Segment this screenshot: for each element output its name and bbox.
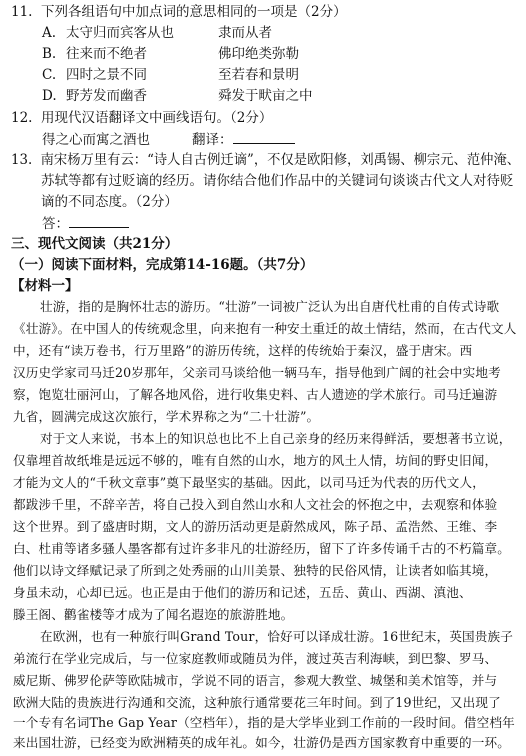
q12-stem-text: 用现代汉语翻译文中画线语句。（2分） — [41, 110, 273, 126]
q12-answer-blank[interactable] — [233, 130, 295, 144]
q13-answer-label: 答： — [42, 216, 69, 232]
q11-stem-text: 下列各组语句中加点词的意思相同的一项是（2分） — [41, 4, 347, 20]
option-label: B. — [42, 46, 57, 62]
q11-option-a — [42, 24, 272, 42]
option-left: 四时之景不同 — [66, 67, 147, 83]
passage-line: 在欧洲，也有一种旅行叫Grand Tour，恰好可以译成壮游。16世纪末，英国贵族子 — [40, 629, 514, 644]
option-label: C. — [42, 67, 57, 83]
passage-line: 才能为文人的“千秋文章事”奠下最坚实的基础。因此，以司马迁为代表的历代文人， — [13, 475, 485, 490]
passage-line: 都跋涉千里，不辞辛苦，将自己投入到自然山水和人文社会的怀抱之中，去观察和体验 — [13, 497, 498, 512]
passage-line: 身虽未动，心却已远。也正是由于他们的游历和记述，五岳、黄山、西湖、滇池、 — [13, 585, 472, 600]
q13-text: 南宋杨万里有云：“诗人自古例迁谪”，不仅是欧阳修，刘禹锡、柳宗元、范仲淹、 — [40, 152, 521, 168]
option-left: 往来而不绝者 — [66, 46, 147, 62]
q13-number: 13. — [11, 152, 33, 168]
q11-option-c — [42, 66, 299, 84]
q12-number: 12. — [11, 110, 33, 126]
material-1-title: 【材料一】 — [11, 278, 79, 294]
passage-line: 中，还有“读万卷书，行万里路”的游历传统，这样的传统始于秦汉，盛于唐宋。西 — [13, 343, 473, 358]
passage-line: 一个专有名词The Gap Year（空档年），指的是大学毕业到工作前的一段时间。借空档年 — [13, 715, 515, 730]
q11-number: 11. — [11, 4, 33, 20]
option-left: 太守归而宾客从也 — [66, 25, 174, 41]
passage-line: 壮游，指的是胸怀壮志的游历。“壮游”一词被广泛认为出自唐代杜甫的自传式诗歌 — [40, 299, 500, 314]
q12-stem — [11, 109, 272, 127]
option-right: 佛印绝类弥勒 — [218, 46, 299, 62]
option-right: 至若春和景明 — [218, 67, 299, 83]
passage-line: 来出国壮游，已经变为欧洲精英的成年礼。如今，壮游仍是西方国家教育中重要的一环。 — [13, 735, 511, 750]
q13-answer-row — [42, 214, 129, 233]
q11-stem — [11, 3, 347, 21]
q13-answer-blank[interactable] — [69, 214, 129, 228]
section-3-title: 三、现代文阅读（共21分） — [11, 236, 179, 252]
part-1-title: （一）阅读下面材料，完成第14-16题。（共7分） — [11, 257, 314, 273]
q13-line-2: 苏轼等都有过贬谪的经历。请你结合他们作品中的关键词句谈谈古代文人对待贬 — [41, 173, 514, 189]
passage-line: 威尼斯、佛罗伦萨等欧陆城市，学说不同的语言，参观大教堂、城堡和美术馆等，并与 — [13, 673, 498, 688]
passage-line: 察，饱览壮丽河山，了解各地风俗，进行收集史料、古人遗迹的学术旅行。司马迁遍游 — [13, 387, 498, 402]
passage-line: 他们以诗文绎赋记录了所到之处秀丽的山川美景、独特的民俗风情，让读者如临其境， — [13, 563, 498, 578]
option-right: 舜发于畎亩之中 — [218, 88, 313, 104]
option-label: D. — [42, 88, 57, 104]
option-right: 隶而从者 — [218, 25, 272, 41]
option-label: A. — [42, 25, 57, 41]
passage-line: 汉历史学家司马迁20岁那年，父亲司马谈给他一辆马车，指导他到广阔的社会中实地考 — [13, 365, 501, 380]
passage-line: 弟流行在学业完成后，与一位家庭教师或随员为伴，渡过英吉利海峡，到巴黎、罗马、 — [13, 651, 498, 666]
q12-sentence: 得之心而寓之酒也 — [42, 132, 150, 148]
option-left: 野芳发而幽香 — [66, 88, 147, 104]
q11-option-b — [42, 45, 299, 63]
passage-line: 仅靠埋首故纸堆是远远不够的，唯有自然的山水，地方的风土人情，坊间的野史旧闻， — [13, 453, 498, 468]
passage-line: 对于文人来说，书本上的知识总也比不上自己亲身的经历来得鲜活，要想著书立说， — [40, 431, 512, 446]
passage-line: 《壮游》。在中国人的传统观念里，向来抱有一种安土重迁的故土情结，然而，在古代文人 — [13, 321, 517, 336]
q13-line-3: 谪的不同态度。（2分） — [41, 194, 178, 210]
passage-line: 欧洲大陆的贵族进行沟通和交流，这种旅行通常要花三年时间。到了19世纪，又出现了 — [13, 695, 501, 710]
passage-line: 九省，圆满完成这次旅行，学术界称之为“二十壮游”。 — [13, 409, 320, 424]
passage-line: 白、杜甫等诸多骚人墨客都有过许多非凡的壮游经历，留下了许多传诵千古的不朽篇章。 — [13, 541, 511, 556]
q11-option-d — [42, 87, 313, 105]
q12-translate-label: 翻译： — [192, 132, 233, 148]
q13-line-1 — [11, 151, 520, 169]
passage-line: 这个世界。到了盛唐时期，文人的游历活动更是蔚然成风，陈子昂、孟浩然、王维、李 — [13, 519, 498, 534]
q12-answer-row — [42, 130, 295, 149]
passage-line: 滕王阁、鹳雀楼等才成为了闻名遐迩的旅游胜地。 — [13, 607, 294, 622]
